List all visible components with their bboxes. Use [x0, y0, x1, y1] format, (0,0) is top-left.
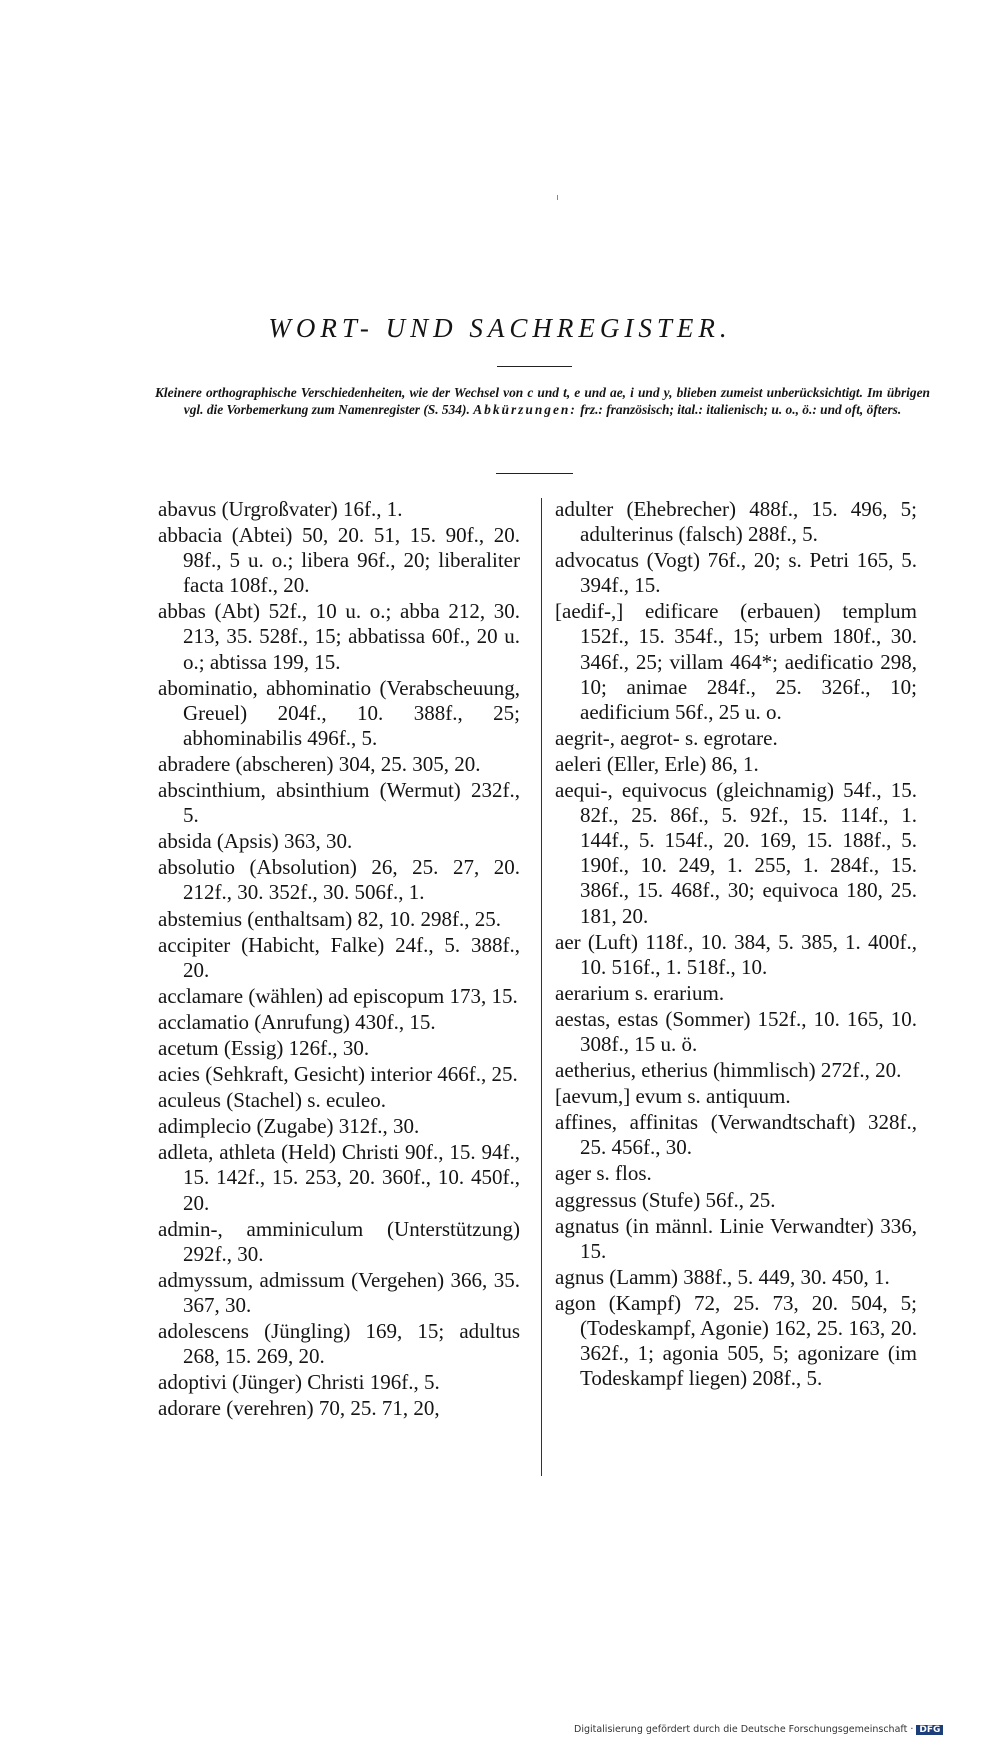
index-entry: abbas (Abt) 52f., 10 u. o.; abba 212, 30. 213, 35. 528f., 15; abbatissa 60f., 20 u. o.; abtissa 199, 15. — [158, 599, 520, 674]
index-entry: acies (Sehkraft, Gesicht) interior 466f., 25. — [158, 1062, 518, 1087]
index-entry: adoptivi (Jünger) Christi 196f., 5. — [158, 1370, 440, 1395]
index-column-right — [555, 497, 917, 1392]
index-entry: acclamare (wählen) ad episcopum 173, 15. — [158, 983, 518, 1008]
index-entry: aer (Luft) 118f., 10. 384, 5. 385, 1. 400f., 10. 516f., 1. 518f., 10. — [555, 929, 917, 979]
index-entry: abradere (abscheren) 304, 25. 305, 20. — [158, 751, 481, 776]
column-divider — [541, 498, 542, 1476]
page-title: WORT- UND SACHREGISTER. — [268, 313, 732, 343]
index-entry: acetum (Essig) 126f., 30. — [158, 1035, 370, 1060]
index-entry: agnus (Lamm) 388f., 5. 449, 30. 450, 1. — [555, 1264, 890, 1289]
index-column-left — [158, 497, 520, 1422]
index-entry: abominatio, abhominatio (Verabscheuung, Greuel) 204f., 10. 388f., 25; abhominabilis 496f., 5. — [158, 675, 520, 750]
index-entry: ager s. flos. — [555, 1161, 652, 1186]
dfg-logo: DFG — [916, 1725, 943, 1735]
index-entry: aerarium s. erarium. — [555, 980, 725, 1005]
title-rule — [497, 366, 572, 367]
print-mark — [557, 195, 558, 200]
index-entry: aequi-, equivocus (gleichnamig) 54f., 15. 82f., 25. 86f., 5. 92f., 15. 114f., 1. 144f., 5. 154f., 20. 169, 15. 188f., 5. 190f., 10. 249, 1. 255, 1. 284f., 15. 386f., 15. 468f., 30; equivoca 180, 25. 181, 20. — [555, 778, 917, 928]
index-entry: aeleri (Eller, Erle) 86, 1. — [555, 751, 759, 776]
index-entry: adimplecio (Zugabe) 312f., 30. — [158, 1114, 420, 1139]
index-entry: agon (Kampf) 72, 25. 73, 20. 504, 5; (Todeskampf, Agonie) 162, 25. 163, 20. 362f., 1; agonia 505, 5; agonizare (im Todeskampf liegen) 208f., 5. — [555, 1290, 917, 1391]
digitization-credit — [574, 1724, 943, 1735]
index-entry: aggressus (Stufe) 56f., 25. — [555, 1187, 776, 1212]
index-entry: absida (Apsis) 363, 30. — [158, 829, 353, 854]
index-entry: abbacia (Abtei) 50, 20. 51, 15. 90f., 20. 98f., 5 u. o.; libera 96f., 20; liberaliter facta 108f., 20. — [158, 523, 520, 598]
index-entry: [aedif-,] edificare (erbauen) templum 152f., 15. 354f., 15; urbem 180f., 30. 346f., 25; villam 464*; aedificatio 298, 10; animae 284f., 25. 326f., 10; aedificium 56f., 25 u. o. — [555, 599, 917, 724]
index-entry: aculeus (Stachel) s. eculeo. — [158, 1088, 386, 1113]
index-entry: affines, affinitas (Verwandtschaft) 328f., 25. 456f., 30. — [555, 1110, 917, 1160]
index-entry: agnatus (in männl. Linie Verwandter) 336, 15. — [555, 1213, 917, 1263]
index-entry: adleta, athleta (Held) Christi 90f., 15. 94f., 15. 142f., 15. 253, 20. 360f., 10. 450f., 20. — [158, 1140, 520, 1215]
preface-main: Kleinere orthographische Verschiedenheiten, wie der Wechsel von c und t, e und ae, i und y, blieben zumeist unberücksichtigt. Im übrigen vgl. die Vorbemerkung zum Namenregister (S. 534). — [155, 385, 930, 418]
index-entry: acclamatio (Anrufung) 430f., 15. — [158, 1009, 436, 1034]
preface-abbr-label: Abkürzungen: — [473, 402, 577, 418]
preface-abbr-text: frz.: französisch; ital.: italienisch; u. o., ö.: und oft, öfters. — [580, 402, 902, 418]
index-entry: admin-, amminiculum (Unterstützung) 292f., 30. — [158, 1216, 520, 1266]
preface-rule — [496, 473, 573, 474]
index-entry: abstemius (enthaltsam) 82, 10. 298f., 25. — [158, 906, 501, 931]
index-entry: aegrit-, aegrot- s. egrotare. — [555, 725, 778, 750]
index-entry: aestas, estas (Sommer) 152f., 10. 165, 10. 308f., 15 u. ö. — [555, 1006, 917, 1056]
index-entry: abscinthium, absinthium (Wermut) 232f., 5. — [158, 778, 520, 828]
index-entry: admyssum, admissum (Vergehen) 366, 35. 367, 30. — [158, 1267, 520, 1317]
index-entry: aetherius, etherius (himmlisch) 272f., 20. — [555, 1058, 902, 1083]
index-entry: adolescens (Jüngling) 169, 15; adultus 268, 15. 269, 20. — [158, 1319, 520, 1369]
index-entry: adorare (verehren) 70, 25. 71, 20, — [158, 1396, 440, 1421]
credit-text: Digitalisierung gefördert durch die Deutsche Forschungsgemeinschaft · — [574, 1724, 914, 1735]
index-entry: absolutio (Absolution) 26, 25. 27, 20. 212f., 30. 352f., 30. 506f., 1. — [158, 855, 520, 905]
preface-note — [155, 384, 930, 418]
index-entry: abavus (Urgroßvater) 16f., 1. — [158, 497, 403, 521]
index-entry: advocatus (Vogt) 76f., 20; s. Petri 165, 5. 394f., 15. — [555, 548, 917, 598]
index-entry: accipiter (Habicht, Falke) 24f., 5. 388f., 20. — [158, 932, 520, 982]
index-entry: [aevum,] evum s. antiquum. — [555, 1084, 791, 1109]
index-entry: adulter (Ehebrecher) 488f., 15. 496, 5; adulterinus (falsch) 288f., 5. — [555, 497, 917, 547]
